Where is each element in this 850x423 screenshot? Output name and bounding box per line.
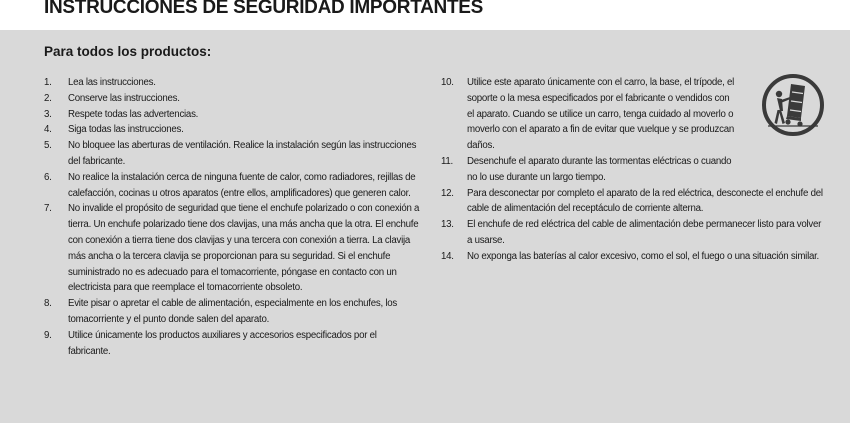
list-item (41, 170, 421, 202)
item-number: 5. (44, 140, 52, 152)
list-item (438, 186, 823, 218)
item-number: 1. (44, 77, 52, 88)
item-text: No bloquee las aberturas de ventilación. Realice la instalación según las instrucciones del fabricante. (68, 140, 417, 167)
item-number: 6. (44, 171, 52, 183)
list-item (41, 91, 421, 107)
list-item (41, 296, 421, 328)
item-number: 7. (44, 203, 52, 215)
list-item (41, 122, 421, 138)
item-number: 13. (441, 219, 454, 231)
list-item (41, 138, 421, 170)
item-text: Utilice únicamente los productos auxiliares y accesorios especificados por el fabricante. (68, 329, 377, 357)
item-text: Respete todas las advertencias. (68, 108, 199, 120)
list-item (438, 154, 823, 186)
instructions-list-left (41, 75, 421, 359)
item-number: 4. (44, 124, 52, 136)
item-text: No realice la instalación cerca de ninguna fuente de calor, como radiadores, rejillas de calefacción, cocinas u otros aparatos (entre ellos, amplificadores) que generen calor. (68, 171, 416, 199)
item-text: No exponga las baterías al calor excesivo, como el sol, el fuego o una situación similar. (467, 250, 819, 262)
section-title: Para todos los productos: (44, 44, 212, 59)
item-number: 9. (44, 329, 52, 341)
item-number: 14. (441, 250, 454, 262)
item-text: El enchufe de red eléctrica del cable de alimentación debe permanecer listo para volver a usarse. (467, 219, 822, 246)
item-number: 3. (44, 108, 52, 120)
cart-tip-warning-icon (761, 74, 825, 136)
item-text: Para desconectar por completo el aparato de la red eléctrica, desconecte el enchufe del cable de alimentación del receptáculo de corriente alterna. (467, 187, 823, 215)
list-item (41, 201, 421, 296)
item-text: Evite pisar o apretar el cable de alimentación, especialmente en los enchufes, los tomacorriente y el punto donde salen del aparato. (68, 298, 397, 325)
item-number: 2. (44, 92, 52, 104)
item-text: Lea las instrucciones. (68, 77, 156, 88)
item-text: Conserve las instrucciones. (68, 92, 180, 104)
list-item (41, 328, 421, 360)
item-number: 12. (441, 187, 454, 199)
item-number: 11. (441, 155, 453, 167)
item-number: 10. (441, 77, 454, 88)
list-item (41, 75, 421, 91)
item-text: Siga todas las instrucciones. (68, 124, 184, 136)
item-text: No invalide el propósito de seguridad que tiene el enchufe polarizado o con conexión a tierra. Un enchufe polarizado tiene dos clavijas, una más ancha que la otra. El enchufe con conexión a tierra tiene dos clavijas y una tercera con conexión a tierra. La clavija más ancha o la tercera clavija se proporcionan para su seguridad. Si el enchufe suministrado no es adecuado para el tomacorriente, póngase en contacto con un electricista para que reemplace el tomacorriente obsoleto. (68, 203, 420, 294)
item-text: Desenchufe el aparato durante las tormentas eléctricas o cuando no lo use durante un largo tiempo. (467, 155, 732, 183)
list-item (438, 249, 823, 265)
item-number: 8. (44, 298, 52, 310)
list-item (438, 217, 823, 249)
page-title: INSTRUCCIONES DE SEGURIDAD IMPORTANTES (44, 0, 483, 18)
list-item (41, 107, 421, 123)
item-text: Utilice este aparato únicamente con el carro, la base, el trípode, el soporte o la mesa especificados por el fabricante o vendidos con el aparato. Cuando se utilice un carro, tenga cuidado al moverlo o moverlo con el aparato a fin de evitar que vuelque y se produzcan daños. (467, 77, 735, 152)
